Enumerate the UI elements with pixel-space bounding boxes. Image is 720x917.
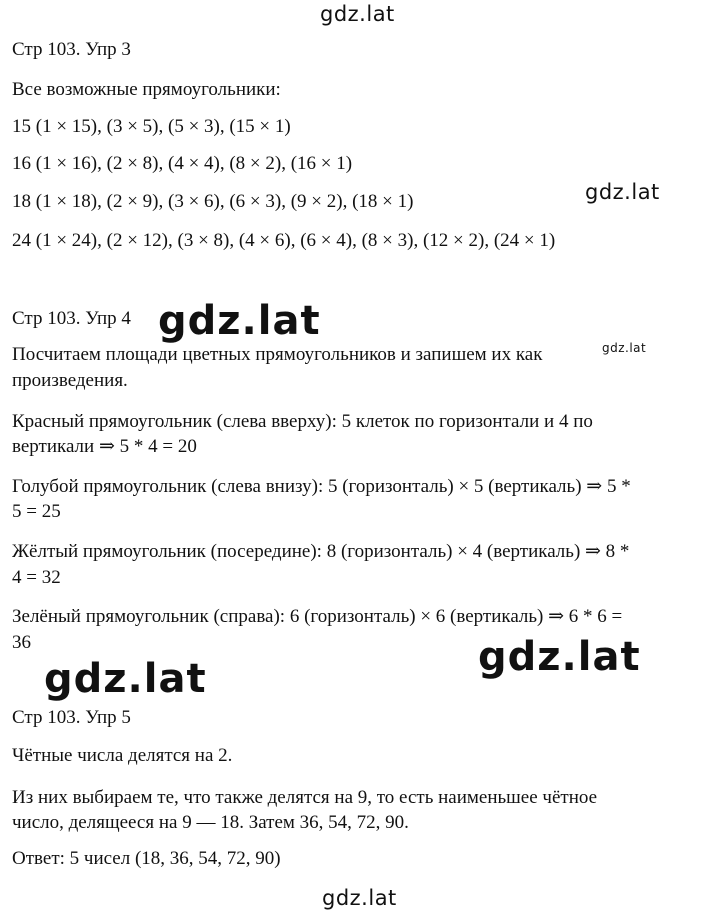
rectangles-16: 16 (1 × 16), (2 × 8), (4 × 4), (8 × 2), (16 × 1)	[12, 153, 353, 174]
green-rectangle-line: Зелёный прямоугольник (справа): 6 (горизонталь) × 6 (вертикаль) ⇒ 6 * 6 =	[12, 606, 623, 627]
blue-rectangle-line: Голубой прямоугольник (слева внизу): 5 (горизонталь) × 5 (вертикаль) ⇒ 5 *	[12, 476, 631, 497]
watermark: gdz.lat	[585, 180, 660, 204]
watermark: gdz.lat	[602, 341, 647, 355]
section-heading-upr4: Стр 103. Упр 4	[12, 308, 131, 329]
watermark: gdz.lat	[44, 656, 207, 702]
watermark: gdz.lat	[320, 2, 395, 26]
watermark: gdz.lat	[478, 634, 641, 680]
text-line: число, делящееся на 9 — 18. Затем 36, 54, 72, 90.	[12, 812, 409, 833]
red-rectangle-line: Красный прямоугольник (слева вверху): 5 клеток по горизонтали и 4 по	[12, 411, 593, 432]
green-rectangle-result: 36	[12, 632, 31, 653]
watermark: gdz.lat	[158, 298, 321, 344]
watermark: gdz.lat	[322, 886, 397, 910]
yellow-rectangle-result: 4 = 32	[12, 567, 61, 588]
text-line: Посчитаем площади цветных прямоугольников и запишем их как	[12, 344, 543, 365]
rectangles-15: 15 (1 × 15), (3 × 5), (5 × 3), (15 × 1)	[12, 116, 291, 137]
rectangles-18: 18 (1 × 18), (2 × 9), (3 × 6), (6 × 3), (9 × 2), (18 × 1)	[12, 191, 414, 212]
text-line: произведения.	[12, 370, 128, 391]
text-line: Чётные числа делятся на 2.	[12, 745, 233, 766]
text-line: Все возможные прямоугольники:	[12, 79, 281, 100]
yellow-rectangle-line: Жёлтый прямоугольник (посередине): 8 (горизонталь) × 4 (вертикаль) ⇒ 8 *	[12, 541, 630, 562]
blue-rectangle-result: 5 = 25	[12, 501, 61, 522]
section-heading-upr5: Стр 103. Упр 5	[12, 707, 131, 728]
answer-line: Ответ: 5 чисел (18, 36, 54, 72, 90)	[12, 848, 281, 869]
text-line: Из них выбираем те, что также делятся на 9, то есть наименьшее чётное	[12, 787, 598, 808]
rectangles-24: 24 (1 × 24), (2 × 12), (3 × 8), (4 × 6), (6 × 4), (8 × 3), (12 × 2), (24 × 1)	[12, 230, 556, 251]
red-rectangle-result: вертикали ⇒ 5 * 4 = 20	[12, 436, 197, 457]
section-heading-upr3: Стр 103. Упр 3	[12, 39, 131, 60]
